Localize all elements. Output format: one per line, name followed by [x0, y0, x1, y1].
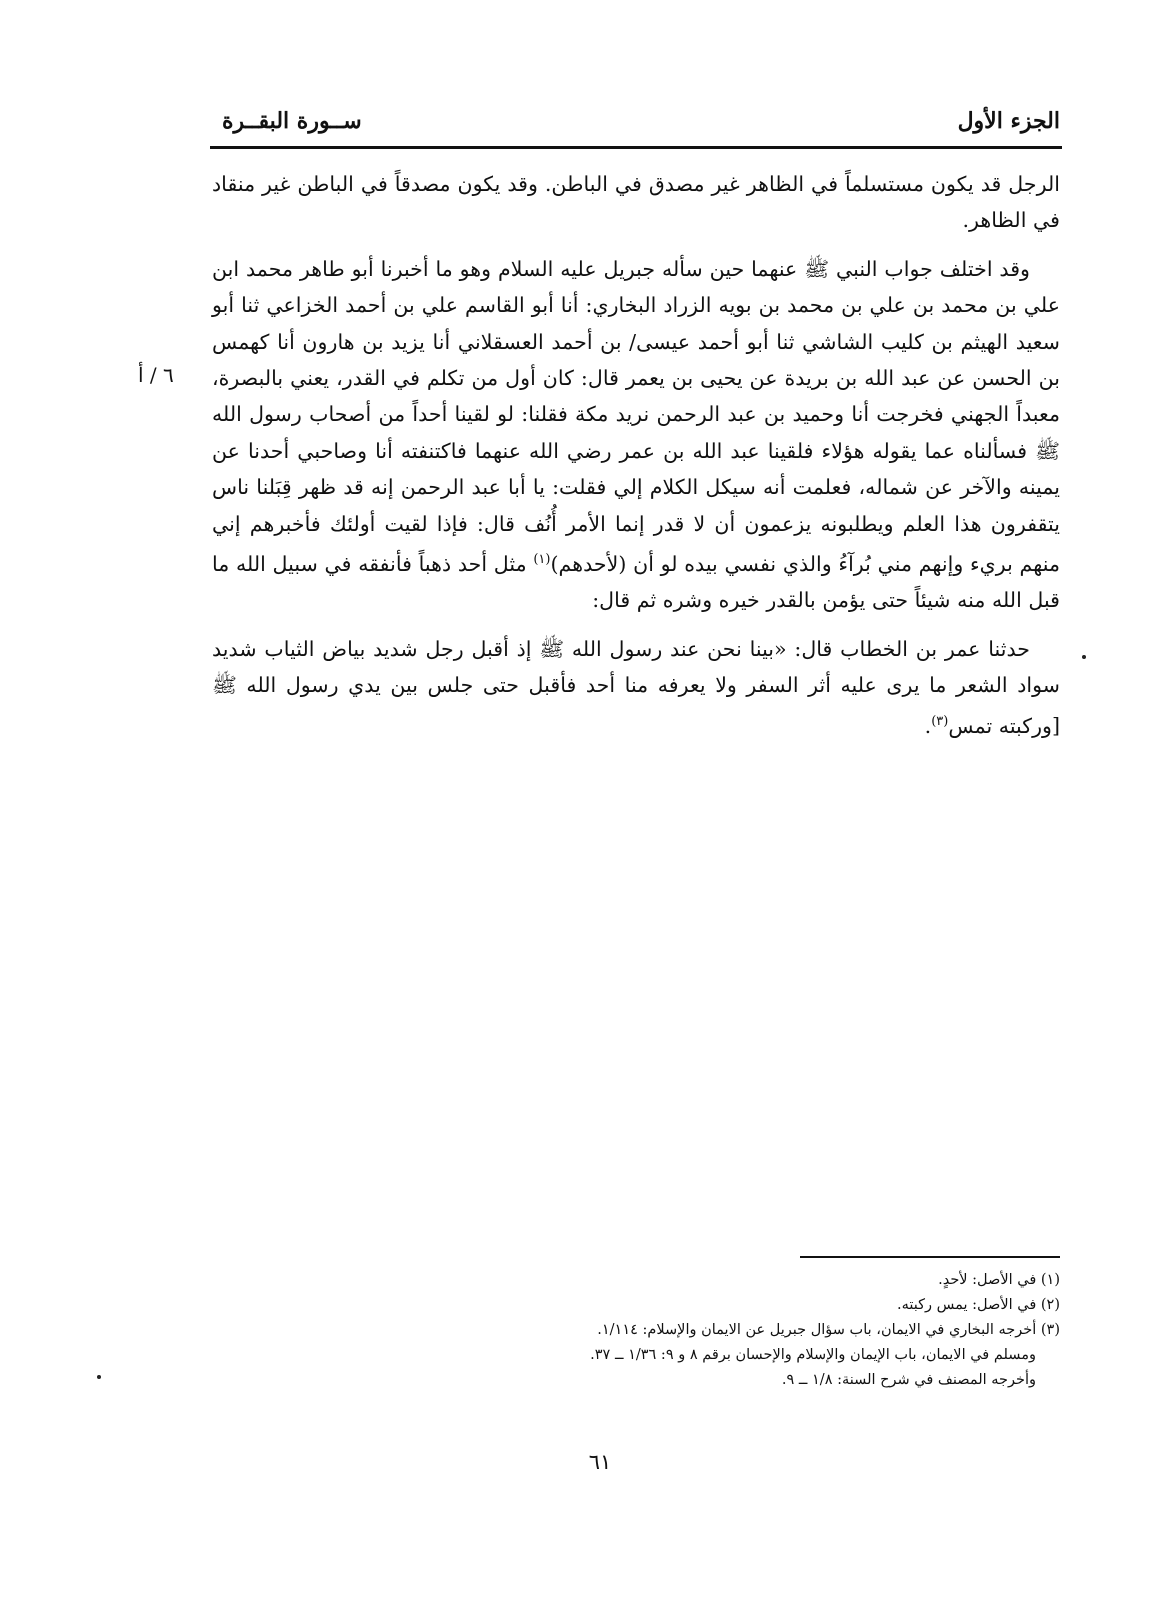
paragraph-text-tail: مثل أحد ذهباً فأنفقه في سبيل الله ما قبل الله منه شيئاً حتى يؤمن بالقدر خيره وشره ثم قال: — [212, 551, 1060, 613]
footnote-3-continued: وأخرجه المصنف في شرح السنة: ١/٨ ــ ٩. — [781, 1372, 1036, 1388]
surah-title: ســورة البقــرة — [222, 108, 362, 134]
footnote-ref: (١) — [533, 552, 551, 568]
paragraph-3 — [212, 631, 1060, 744]
running-header — [210, 100, 1060, 140]
scan-speck — [97, 1375, 101, 1379]
paragraph-text: الرجل قد يكون مستسلماً في الظاهر غير مصدق في الباطن. وقد يكون مصدقاً في الباطن غير منقاد في الظاهر. — [212, 172, 1060, 233]
part-title: الجزء الأول — [957, 108, 1060, 134]
paragraph-text: حدثنا عمر بن الخطاب قال: «بينا نحن عند رسول الله ﷺ إذ أقبل رجل شديد بياض الثياب شديد سواد الشعر ما يرى عليه أثر السفر ولا يعرفه منا أحد فأقبل حتى جلس بين يدي رسول الله ﷺ [وركبته تمس — [212, 636, 1060, 738]
footnote-1: (١) في الأصل: لأحدٍ. — [938, 1272, 1060, 1288]
manuscript-folio-marker: ٦ / أ — [138, 363, 174, 387]
footnote-3: (٣) أخرجه البخاري في الايمان، باب سؤال جبريل عن الايمان والإسلام: ١/١١٤. — [597, 1322, 1060, 1338]
header-rule — [210, 146, 1062, 149]
paragraph-2 — [212, 251, 1060, 619]
scan-speck — [1082, 655, 1086, 659]
main-text — [212, 166, 1060, 744]
page-number: ٦١ — [588, 1450, 612, 1474]
footnote-2: (٢) في الأصل: يمس ركبته. — [897, 1297, 1060, 1313]
footnote-3-continued: ومسلم في الايمان، باب الإيمان والإسلام والإحسان برقم ٨ و ٩: ١/٣٦ ــ ٣٧. — [590, 1347, 1036, 1363]
paragraph-text: وقد اختلف جواب النبي ﷺ عنهما حين سأله جبريل عليه السلام وهو ما أخبرنا أبو طاهر محمد ابن علي بن محمد بن علي بن محمد بن بويه الزراد البخاري: أنا أبو القاسم علي بن أحمد الخزاعي ثنا أبو سعيد الهيثم بن كليب الشاشي ثنا أبو أحمد عيسى/ بن أحمد العسقلاني أنا يزيد بن هارون أنا كهمس بن الحسن عن عبد الله بن بريدة عن يحيى بن يعمر قال: كان أول من تكلم في القدر، يعني بالبصرة، معبداً الجهني فخرجت أنا وحميد بن عبد الرحمن نريد مكة فقلنا: لو لقينا أحداً من أصحاب رسول الله ﷺ فسألناه عما يقوله هؤلاء فلقينا عبد الله بن عمر رضي الله عنهما فاكتنفته أنا وصاحبي أحدنا عن يمينه والآخر عن شماله، فعلمت أنه سيكل الكلام إلي فقلت: يا أبا عبد الرحمن إنه قد ظهر قِبَلنا ناس يتقفرون هذا العلم ويطلبونه يزعمون أن لا قدر إنما الأمر أُنُف قال: فإذا لقيت أولئك فأخبرهم إني منهم بريء وإنهم مني بُرآءُ والذي نفسي بيده لو أن (لأحدهم) — [212, 256, 1060, 576]
paragraph-1 — [212, 166, 1060, 239]
paragraph-text-tail: . — [924, 713, 932, 738]
footnote-rule — [800, 1256, 1060, 1258]
footnotes — [300, 1268, 1060, 1393]
footnote-ref: (٣) — [931, 713, 949, 729]
